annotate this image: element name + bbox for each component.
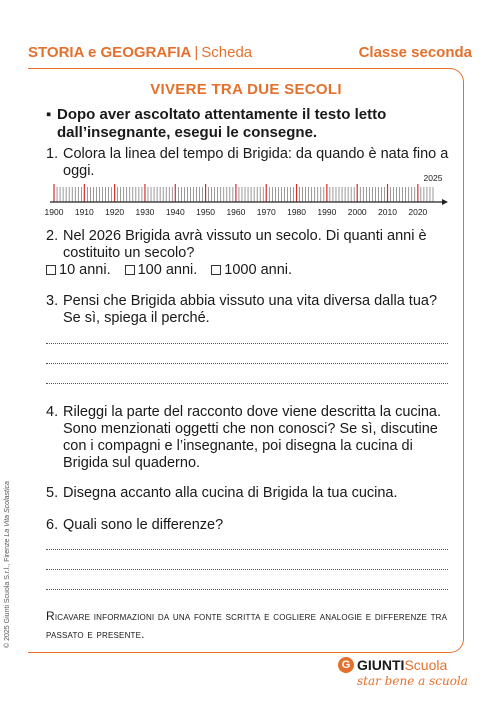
logo-g-icon: G (338, 657, 354, 673)
question-3 (46, 293, 456, 327)
answer-options (46, 262, 292, 278)
header-separator: | (194, 43, 199, 61)
timeline-label: 1930 (135, 207, 155, 217)
instructions (46, 106, 446, 142)
page-header (28, 42, 472, 62)
subject-label: STORIA e GEOGRAFIA (28, 43, 192, 61)
question-text: Quali sono le differenze? (63, 517, 224, 533)
option-label: 10 anni. (59, 262, 111, 278)
timeline-arrow-icon (442, 199, 448, 205)
learning-objective: Ricavare informazioni da una fonte scritta e cogliere analogie e differenze tra passato e presente. (46, 609, 448, 641)
sheet-type-label: Scheda (201, 43, 253, 61)
timeline-label: 1920 (105, 207, 125, 217)
answer-line[interactable] (46, 549, 448, 550)
timeline-label: 1970 (256, 207, 276, 217)
logo-tagline: star bene a scuola (357, 674, 468, 688)
timeline-label: 1980 (287, 207, 307, 217)
question-number: 2. (46, 228, 59, 244)
option-1000-years[interactable] (211, 262, 292, 278)
checkbox[interactable] (125, 265, 135, 275)
worksheet-title: VIVERE TRA DUE SECOLI (150, 81, 342, 98)
timeline-label: 1950 (196, 207, 216, 217)
answer-line[interactable] (46, 569, 448, 570)
question-text: Pensi che Brigida abbia vissuto una vita diversa dalla tua? Se sì, spiega il perché. (63, 293, 438, 326)
timeline-label: 1940 (165, 207, 185, 217)
question-number: 5. (46, 485, 59, 501)
timeline-label: 2000 (347, 207, 367, 217)
question-5 (46, 485, 456, 502)
answer-line[interactable] (46, 343, 448, 344)
question-text: Rileggi la parte del racconto dove viene descritta la cucina. Sono menzionati oggetti che non conosci? Se sì, discutine con i compagni e l’insegnante, poi disegna la cucina di Brigida sul quaderno. (63, 404, 442, 471)
question-number: 3. (46, 293, 59, 309)
timeline-end-label: 2025 (423, 173, 443, 183)
publisher-logo (338, 657, 468, 697)
logo-brand-suffix: Scuola (404, 657, 448, 673)
question-6 (46, 517, 456, 534)
checkbox[interactable] (211, 265, 221, 275)
option-10-years[interactable] (46, 262, 111, 278)
answer-line[interactable] (46, 589, 448, 590)
timeline[interactable] (44, 173, 454, 218)
option-label: 1000 anni. (224, 262, 293, 278)
option-100-years[interactable] (125, 262, 198, 278)
copyright-notice (4, 458, 11, 648)
instructions-text: Dopo aver ascoltato attentamente il testo letto dall’insegnante, esegui le consegne. (57, 106, 387, 141)
timeline-label: 1960 (226, 207, 246, 217)
question-text: Nel 2026 Brigida avrà vissuto un secolo. Di quanti anni è costituito un secolo? (63, 228, 427, 261)
question-text: Disegna accanto alla cucina di Brigida la tua cucina. (63, 485, 398, 501)
timeline-label: 1910 (74, 207, 94, 217)
timeline-label: 1900 (44, 207, 64, 217)
option-label: 100 anni. (137, 262, 198, 278)
question-text: Colora la linea del tempo di Brigida: da quando è nata fino a oggi. (63, 146, 449, 179)
bullet-icon: ▪ (46, 106, 52, 123)
logo-brand: GIUNTI (357, 657, 405, 673)
answer-line[interactable] (46, 383, 448, 384)
grade-label: Classe seconda (358, 43, 472, 61)
answer-line[interactable] (46, 363, 448, 364)
timeline-label: 2010 (378, 207, 397, 217)
checkbox[interactable] (46, 265, 56, 275)
question-4 (46, 404, 456, 472)
timeline-label: 2020 (408, 207, 428, 217)
publication-name: La Vita Scolastica (4, 481, 11, 537)
copyright-text: © 2025 Giunti Scuola S.r.l., Firenze (4, 538, 11, 648)
question-number: 6. (46, 517, 59, 533)
question-2 (46, 228, 456, 262)
timeline-label: 1990 (317, 207, 337, 217)
question-number: 4. (46, 404, 59, 420)
question-number: 1. (46, 146, 59, 162)
header-left (28, 44, 252, 61)
